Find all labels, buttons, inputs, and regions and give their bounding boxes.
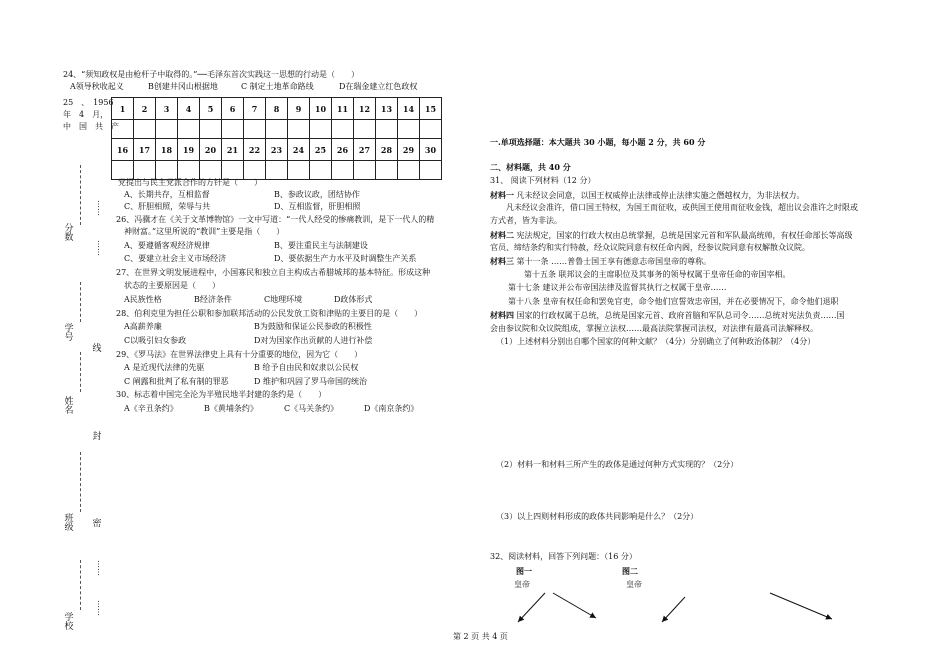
figure1-emperor: 皇帝	[514, 580, 530, 589]
grid-number: 9	[288, 98, 310, 120]
grid-number: 28	[376, 139, 398, 161]
q25-stem-line2: 年 4 月，	[63, 110, 109, 119]
q24-stem: 24、“须知政权是由枪杆子中取得的。”──毛泽东首次实践这一思想的行动是（ ）	[63, 70, 359, 79]
grid-number: 1	[112, 98, 134, 120]
material1-label: 材料一	[490, 190, 514, 200]
q26-stem-line2: 神财富。”这里所说的“教训”主要是指（ ）	[124, 227, 285, 236]
answer-cell[interactable]	[310, 120, 332, 139]
material2-text: 宪法规定，国家的行政大权由总统掌握，总统是国家元首和军队最高统帅，有权任命部长等高级	[514, 231, 853, 240]
answer-cell[interactable]	[420, 161, 442, 180]
q29-option-b: B 给予自由民和奴隶以公民权	[254, 363, 359, 372]
margin-dots-2: ……	[96, 240, 105, 256]
material2-line	[490, 230, 853, 241]
answer-cell[interactable]	[376, 120, 398, 139]
material4-label: 材料四	[490, 310, 514, 320]
material1-text: 凡未经议会同意，以国王权威停止法律或停止法律实施之僭越权力，为非法权力。	[514, 191, 805, 200]
answer-cell[interactable]	[354, 161, 376, 180]
grid-number: 7	[244, 98, 266, 120]
answer-grid	[111, 97, 442, 180]
material1-cont: 凡未经议会准许，借口国王特权，为国王而征收，或供国王使用而征收金钱，超出议会准许之时限或	[490, 203, 858, 212]
grid-number: 18	[156, 139, 178, 161]
margin-dots-3: ……	[96, 560, 105, 576]
q27-option-b: B经济条件	[194, 295, 232, 304]
seal-char-secret: 密	[92, 519, 102, 529]
material3-article17: 第十七条 建议并公布帝国法律及监督其执行之权属于皇帝……	[508, 283, 727, 292]
name-fill-line	[80, 352, 81, 392]
grid-number: 3	[156, 98, 178, 120]
q26-stem-line1: 26、冯骥才在《关于文革博物馆》一文中写道：“一代人经受的惨痛教训，是下一代人的精	[116, 215, 435, 224]
q25-stem-cont: 党提出与民主党派合作的方针是（ ）	[118, 178, 262, 187]
grid-number: 17	[134, 139, 156, 161]
q29-option-a: A 是近现代法律的先驱	[124, 363, 205, 372]
q30-option-a: A《辛丑条约》	[124, 404, 178, 413]
q24-option-d: D在瑞金建立红色政权	[339, 82, 418, 91]
material4-text: 国家的行政权属于总统，总统是国家元首、政府首脑和军队总司令……总统对宪法负责……国	[514, 311, 845, 320]
grid-number: 22	[244, 139, 266, 161]
q25-stem-line1: 25 、 1956	[63, 98, 114, 107]
material2-cont: 官员、缔结条约和实行特赦，经众议院同意有权任命内阁，经参议院同意有权解散众议院。	[490, 243, 810, 252]
q27-stem-line1: 27、在世界文明发展进程中，小国寡民和独立自主构成古希腊城邦的基本特征。形成这种	[116, 268, 431, 277]
q28-option-c: C以吸引妇女参政	[124, 336, 187, 345]
answer-cell[interactable]	[266, 120, 288, 139]
student-id-fill-line	[80, 282, 81, 322]
answer-cell[interactable]	[288, 120, 310, 139]
q27-option-a: A民族性格	[124, 295, 162, 304]
material4-cont: 会由参议院和众议院组成，掌握立法权……最高法院掌握司法权，对法律有最高司法解释权。	[490, 324, 818, 333]
answer-cell[interactable]	[332, 161, 354, 180]
material2-label: 材料二	[490, 230, 514, 240]
answer-cell[interactable]	[310, 161, 332, 180]
answer-cell[interactable]	[244, 120, 266, 139]
answer-cell[interactable]	[244, 161, 266, 180]
figure1-label: 图一	[516, 566, 532, 576]
q31-sub3: （3）以上四则材料形成的政体共同影响是什么？（2分）	[496, 512, 699, 521]
grid-number: 13	[376, 98, 398, 120]
answer-cell[interactable]	[398, 161, 420, 180]
figure2-label: 图二	[622, 566, 638, 576]
material1-line	[490, 190, 805, 201]
q24-option-c: C 制定土地革命路线	[241, 82, 314, 91]
grid-number: 23	[266, 139, 288, 161]
answer-cell[interactable]	[178, 120, 200, 139]
grid-number: 11	[332, 98, 354, 120]
q30-option-d: D《南京条约》	[364, 404, 419, 413]
seal-char-line: 线	[92, 344, 102, 354]
answer-cell[interactable]	[398, 120, 420, 139]
q26-option-b: B、要注重民主与法制建设	[274, 241, 368, 250]
q25-option-b: B、参政议政，团结协作	[274, 190, 360, 199]
q25-option-a: A、长期共存，互相监督	[124, 190, 210, 199]
q26-option-a: A、要遵循客观经济规律	[124, 241, 210, 250]
material3-article18: 第十八条 皇帝有权任命和罢免官吏，命令他们宣誓效忠帝国，并在必要情况下，命令他们退职	[508, 297, 839, 306]
answer-cell[interactable]	[332, 120, 354, 139]
margin-label-school: 学校	[64, 613, 74, 632]
q24-option-a: A领导秋收起义	[70, 82, 124, 91]
answer-cell[interactable]	[178, 161, 200, 180]
q32-title: 32、阅读材料，回答下列问题：（16 分）	[490, 552, 637, 561]
answer-cell[interactable]	[134, 120, 156, 139]
grid-number: 14	[398, 98, 420, 120]
score-fill-line	[80, 165, 81, 225]
answer-cell[interactable]	[112, 161, 134, 180]
grid-number: 29	[398, 139, 420, 161]
answer-grid-numbers-row	[112, 98, 442, 120]
answer-cell[interactable]	[156, 161, 178, 180]
figure2-arrow-right	[770, 593, 832, 619]
answer-grid-blank-row	[112, 120, 442, 139]
grid-number: 25	[310, 139, 332, 161]
figure1-arrow-right	[553, 593, 596, 618]
grid-number: 2	[134, 98, 156, 120]
material4-line	[490, 310, 845, 321]
q28-option-a: A高薪养廉	[124, 322, 162, 331]
q25-option-c: C、肝胆相照，荣辱与共	[124, 202, 211, 211]
grid-number: 20	[200, 139, 222, 161]
margin-label-student-id: 学号	[64, 324, 74, 343]
q29-option-c: C 阐露和批判了私有制的罪恶	[124, 377, 229, 386]
figure2-arrow-left	[662, 597, 685, 622]
answer-cell[interactable]	[156, 120, 178, 139]
q24-option-b: B创建井冈山根据地	[148, 82, 218, 91]
answer-grid-numbers-row	[112, 139, 442, 161]
answer-cell[interactable]	[134, 161, 156, 180]
answer-cell[interactable]	[222, 161, 244, 180]
material3-text: 第十一条 ……普鲁士国王享有德意志帝国皇帝的尊称。	[514, 257, 712, 266]
class-fill-line	[80, 452, 81, 512]
figure2-emperor: 皇帝	[626, 580, 642, 589]
seal-char-seal: 封	[92, 432, 102, 442]
grid-number: 26	[332, 139, 354, 161]
answer-cell[interactable]	[200, 120, 222, 139]
material3-article15: 第十五条 联邦议会的主席职位及其事务的领导权属于皇帝任命的帝国宰相。	[524, 270, 791, 279]
school-fill-line	[80, 560, 81, 610]
q31-sub1: （1）上述材料分别出自哪个国家的何种文献？（4分）分别确立了何种政治体制？（4分）	[496, 337, 816, 346]
material1-cont2: 方式者，皆为非法。	[490, 216, 562, 225]
answer-cell[interactable]	[266, 161, 288, 180]
q25-option-d: D、互相监督，肝胆相照	[274, 202, 361, 211]
margin-label-class: 班级	[64, 514, 74, 533]
q26-option-d: D、要依据生产力水平及时调整生产关系	[274, 254, 417, 263]
grid-number: 16	[112, 139, 134, 161]
grid-number: 12	[354, 98, 376, 120]
section1-heading: 一.单项选择题：本大题共 30 小题，每小题 2 分，共 60 分	[490, 137, 706, 147]
figure1-arrow-left	[518, 593, 545, 622]
answer-cell[interactable]	[112, 120, 134, 139]
q30-stem: 30、标志着中国完全沦为半殖民地半封建的条约是（ ）	[116, 390, 327, 399]
grid-number: 15	[420, 98, 442, 120]
grid-number: 21	[222, 139, 244, 161]
answer-grid-blank-row	[112, 161, 442, 180]
answer-cell[interactable]	[420, 120, 442, 139]
q31-title: 31、 阅读下列材料（12 分）	[490, 176, 596, 185]
grid-number: 10	[310, 98, 332, 120]
answer-cell[interactable]	[288, 161, 310, 180]
q27-option-d: D政体形式	[334, 295, 373, 304]
margin-label-score: 分数	[64, 224, 74, 243]
q28-option-d: D对为国家作出贡献的人进行补偿	[254, 336, 373, 345]
section2-heading: 二、材料题，共 40 分	[490, 162, 571, 172]
q27-option-c: C地理环境	[264, 295, 303, 304]
q26-option-c: C、要建立社会主义市场经济	[124, 254, 227, 263]
q30-option-b: B《黄埔条约》	[204, 404, 258, 413]
grid-number: 6	[222, 98, 244, 120]
q27-stem-line2: 状态的主要原因是（ ）	[124, 281, 220, 290]
answer-cell[interactable]	[354, 120, 376, 139]
q28-option-b: B为鼓励和保证公民参政的积极性	[254, 322, 372, 331]
grid-number: 24	[288, 139, 310, 161]
q31-sub2: （2）材料一和材料三所产生的政体是通过何种方式实现的？（2分）	[496, 460, 739, 469]
answer-cell[interactable]	[222, 120, 244, 139]
grid-number: 8	[266, 98, 288, 120]
grid-number: 4	[178, 98, 200, 120]
q29-stem: 29、《罗马法》在世界法律史上具有十分重要的地位，因为它（ ）	[116, 350, 363, 359]
margin-label-name: 姓名	[64, 397, 74, 416]
grid-number: 30	[420, 139, 442, 161]
grid-number: 19	[178, 139, 200, 161]
answer-cell[interactable]	[200, 161, 222, 180]
grid-number: 27	[354, 139, 376, 161]
material3-label: 材料三	[490, 256, 514, 266]
q28-stem: 28、伯利克里为担任公职和参加联邦活动的公民发放工资和津贴的主要目的是（ ）	[116, 309, 423, 318]
page-footer: 第 2 页 共 4 页	[453, 632, 508, 641]
margin-dots-1: ……	[96, 200, 105, 216]
q30-option-c: C《马关条约》	[284, 404, 339, 413]
material3-line	[490, 256, 711, 267]
grid-number: 5	[200, 98, 222, 120]
margin-dots-4: ……	[96, 600, 105, 616]
q29-option-d: D 维护和巩固了罗马帝国的统治	[254, 377, 367, 386]
answer-cell[interactable]	[376, 161, 398, 180]
q25-stem-line3: 中 国 共 产	[63, 122, 119, 131]
